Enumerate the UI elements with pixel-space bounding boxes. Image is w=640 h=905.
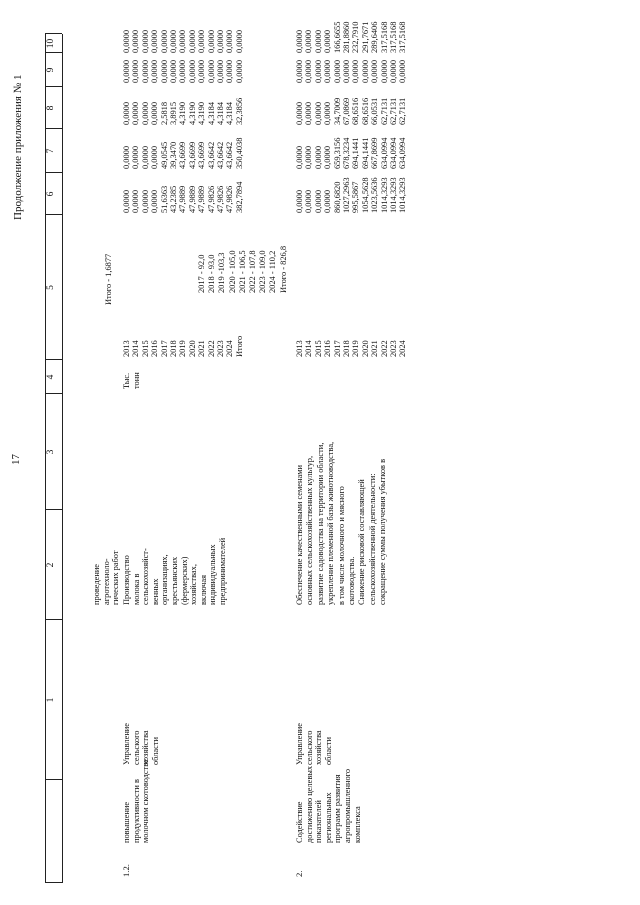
row-2-col6-value: 1014,3293 [389, 177, 398, 213]
header-col-3: 3 [46, 449, 56, 455]
row-2-col10-value: 291,7671 [360, 21, 370, 53]
row-2-col7-value: 678,3234 [342, 137, 351, 169]
row-2-col10-value: 0,0000 [323, 29, 333, 53]
row-1-target-value: 2017 - 92,0 [197, 254, 206, 293]
row-2-col7-value: 634,0994 [389, 137, 398, 169]
row-2-col6-value: 1023,5636 [370, 177, 380, 213]
row-2-year: 2016 [323, 340, 333, 357]
row-1-indicator-line: (фермерских) [179, 556, 189, 605]
row-2-col10-value: 0,0000 [295, 29, 304, 53]
row-2-col8-value: 0,0000 [295, 101, 304, 125]
row-2-col10-value: 317,5168 [389, 21, 398, 53]
row-2-col6-value: 860,6820 [332, 181, 342, 213]
row-2-indicator-line: сельскохозяйственной деятельности: [367, 473, 377, 605]
row-1-task-line: повышение [122, 801, 131, 843]
row-1-target-value: 2022 - 107,8 [248, 250, 257, 293]
row-2-col8-value: 0,0000 [313, 101, 323, 125]
row-2-year: 2024 [398, 340, 408, 357]
row-2-task-line: программ развития [333, 774, 343, 843]
row-2-year: 2023 [389, 340, 398, 357]
row-1-year: 2014 [131, 340, 141, 357]
row-1-col6-value: 47,9889 [197, 185, 207, 213]
row-1-year: 2015 [140, 340, 150, 357]
row-2-col9-value: 0,0000 [351, 59, 361, 83]
row-1-col8-value: 0,0000 [122, 101, 131, 125]
header-col-10: 10 [46, 38, 56, 49]
row-1-year: 2022 [206, 340, 216, 357]
row-1-prev-indicator-line: агротехноло- [101, 558, 111, 605]
row-2-indicator-line: сокращение суммы получения убытков в [378, 458, 388, 605]
row-2-col9-value: 0,0000 [398, 59, 408, 83]
row-2-col10-value: 289,6406 [370, 21, 380, 53]
row-1-year: 2024 [225, 340, 235, 357]
appendix-title: Продолжение приложения № 1 [12, 74, 24, 220]
row-2-col10-value: 232,7910 [351, 21, 361, 53]
row-1-col8-value: 0,0000 [131, 101, 141, 125]
row-2-col8-value: 34,7009 [332, 97, 342, 125]
row-2-year: 2022 [379, 340, 389, 357]
row-1-col9-value: 0,0000 [225, 59, 235, 83]
header-col-1: 1 [46, 697, 56, 703]
row-2-year: 2018 [342, 340, 351, 357]
row-2-col7-value: 694,1441 [360, 137, 370, 169]
row-1-col9-value: 0,0000 [159, 59, 169, 83]
row-2-col9-value: 0,0000 [313, 59, 323, 83]
row-1-year: 2023 [216, 340, 225, 357]
header-col-7: 7 [46, 148, 56, 154]
row-1-col6-value: 47,9889 [178, 185, 188, 213]
row-2-task-line: региональных [323, 792, 333, 843]
row-1-col7-value: 43,6699 [187, 141, 197, 169]
row-1-year: 2021 [197, 340, 207, 357]
row-2-indicator-line: Обеспечение качественными семенами [295, 465, 304, 605]
row-2-col10-value: 0,0000 [304, 29, 314, 53]
row-2-col9-value: 0,0000 [379, 59, 389, 83]
row-1-task-line: продуктивности в [131, 779, 141, 843]
row-2-executor-line: хозяйства [314, 730, 324, 765]
row-2-col9-value: 0,0000 [360, 59, 370, 83]
row-1-col6-value: 43,2385 [169, 185, 178, 213]
row-1-col10-value: 0,0000 [131, 29, 141, 53]
row-1-col6-value: 382,7894 [234, 181, 244, 213]
row-2-col10-value: 166,6655 [332, 21, 342, 53]
row-2-col8-value: 62,7131 [379, 97, 389, 125]
row-2-col8-value: 68,6516 [360, 97, 370, 125]
row-1-col10-value: 0,0000 [216, 29, 225, 53]
row-2-indicator-line: развитие садоводства на территории области, [315, 442, 325, 605]
row-1-col10-value: 0,0000 [150, 29, 160, 53]
row-2-col6-value: 1014,3293 [398, 177, 408, 213]
row-1-col10-value: 0,0000 [234, 29, 244, 53]
row-1-col8-value: 4,3184 [225, 101, 235, 125]
row-2-indicator-line: скотоводства. [347, 556, 356, 605]
row-1-col8-value: 32,3856 [234, 97, 244, 125]
row-1-col6-value: 0,0000 [140, 189, 150, 213]
row-1-col10-value: 0,0000 [197, 29, 207, 53]
row-2-col9-value: 0,0000 [370, 59, 380, 83]
row-2-col7-value: 0,0000 [295, 145, 304, 169]
row-1-col9-value: 0,0000 [187, 59, 197, 83]
row-1-indicator-line: организациях, [160, 554, 170, 605]
row-2-task-line: комплекса [352, 806, 362, 843]
row-1-year: Итого [234, 335, 244, 357]
row-1-year: 2013 [122, 340, 131, 357]
row-1-executor-line: хозяйства [141, 730, 151, 765]
row-1-col6-value: 47,9889 [187, 185, 197, 213]
row-2-task-line: агропромышленного [343, 768, 352, 843]
row-2-year: 2013 [295, 340, 304, 357]
row-1-col7-value: 49,0545 [159, 141, 169, 169]
row-1-target-value: 2023 - 109,0 [258, 250, 268, 293]
row-2-col6-value: 1014,3293 [379, 177, 389, 213]
row-1-col9-value: 0,0000 [150, 59, 160, 83]
row-2-col8-value: 66,0531 [370, 97, 380, 125]
row-2-col10-value: 281,8860 [342, 21, 351, 53]
row-2-year: 2019 [351, 340, 361, 357]
row-2-executor-line: области [323, 737, 333, 765]
row-1-indicator-line: индивидуальных [208, 544, 218, 605]
row-1-col10-value: 0,0000 [122, 29, 131, 53]
row-1-indicator-line: крестьянских [170, 556, 179, 605]
row-1-col7-value: 43,6642 [206, 141, 216, 169]
row-2-year: 2014 [304, 340, 314, 357]
row-1-col6-value: 47,9826 [216, 185, 225, 213]
row-1-col8-value: 2,5818 [159, 101, 169, 125]
header-col-6: 6 [46, 191, 56, 197]
row-2-col10-value: 317,5168 [379, 21, 389, 53]
row-1-col9-value: 0,0000 [206, 59, 216, 83]
row-2-indicator-line: основных сельскохозяйственных культур, [305, 455, 315, 605]
row-2-col6-value: 0,0000 [304, 189, 314, 213]
row-2-number: 2. [294, 870, 304, 877]
row-2-col8-value: 0,0000 [304, 101, 314, 125]
row-2-col9-value: 0,0000 [323, 59, 333, 83]
row-2-task-line: Содействие [295, 801, 304, 843]
row-2-indicator-line: Снижение рисковой составляющей [357, 479, 367, 605]
header-col-2: 2 [46, 562, 56, 568]
row-2-col8-value: 62,7131 [398, 97, 408, 125]
row-1-col6-value: 0,0000 [131, 189, 141, 213]
row-2-task-line: показателей [314, 800, 324, 843]
table-left-border [45, 882, 62, 883]
row-1-col8-value: 4,3184 [206, 101, 216, 125]
row-1-col10-value: 0,0000 [206, 29, 216, 53]
row-2-year: 2017 [332, 340, 342, 357]
row-1-col9-value: 0,0000 [140, 59, 150, 83]
row-2-col6-value: 0,0000 [323, 189, 333, 213]
row-1-col8-value: 4,3190 [197, 101, 207, 125]
row-1-col6-value: 47,9826 [206, 185, 216, 213]
row-1-year: 2017 [159, 340, 169, 357]
row-2-year: 2021 [370, 340, 380, 357]
row-1-indicator-line: Производство [122, 555, 131, 605]
row-1-col10-value: 0,0000 [187, 29, 197, 53]
row-1-target-value: 2021 - 106,5 [237, 250, 247, 293]
row-1-col7-value: 350,4038 [234, 137, 244, 169]
row-1-col8-value: 4,3190 [178, 101, 188, 125]
row-1-col9-value: 0,0000 [169, 59, 178, 83]
row-1-col10-value: 0,0000 [169, 29, 178, 53]
row-1-col9-value: 0,0000 [234, 59, 244, 83]
row-1-col7-value: 43,6699 [197, 141, 207, 169]
row-1-prev-indicator-line: гических работ [111, 550, 121, 605]
row-1-year: 2020 [187, 340, 197, 357]
row-2-task-line: достижению целевых [304, 765, 314, 843]
row-2-col6-value: 995,5867 [351, 181, 361, 213]
row-2-executor-line: Управление [295, 722, 304, 765]
row-1-indicator-line: предпринимателей [218, 537, 227, 605]
row-2-col7-value: 0,0000 [323, 145, 333, 169]
header-col-8: 8 [46, 105, 56, 111]
row-1-indicator-line: хозяйствах, [189, 564, 199, 605]
page-number: 17 [10, 454, 22, 465]
row-1-target-value: 2020 - 105,0 [227, 250, 237, 293]
row-1-executor-line: сельского [131, 730, 141, 765]
header-col-4: 4 [46, 374, 56, 380]
row-2-year: 2020 [360, 340, 370, 357]
row-1-col10-value: 0,0000 [225, 29, 235, 53]
row-2-year: 2015 [313, 340, 323, 357]
row-1-col7-value: 0,0000 [150, 145, 160, 169]
row-1-col9-value: 0,0000 [122, 59, 131, 83]
row-1-col9-value: 0,0000 [131, 59, 141, 83]
row-1-col9-value: 0,0000 [197, 59, 207, 83]
row-1-target-value: 2018 - 93,0 [207, 254, 217, 293]
row-1-col10-value: 0,0000 [178, 29, 188, 53]
header-col-9: 9 [46, 67, 56, 73]
row-2-col7-value: 694,1441 [351, 137, 361, 169]
row-1-indicator-line: включая [198, 575, 208, 605]
row-2-col6-value: 0,0000 [295, 189, 304, 213]
row-2-col7-value: 0,0000 [304, 145, 314, 169]
row-1-col6-value: 47,9826 [225, 185, 235, 213]
row-2-col10-value: 0,0000 [313, 29, 323, 53]
row-1-year: 2019 [178, 340, 188, 357]
row-1-indicator-line: венных [150, 578, 160, 605]
row-1-indicator-line: молока в [131, 573, 141, 605]
row-2-col7-value: 0,0000 [313, 145, 323, 169]
row-1-col7-value: 0,0000 [122, 145, 131, 169]
row-1-col10-value: 0,0000 [159, 29, 169, 53]
row-1-col8-value: 4,3184 [216, 101, 225, 125]
row-1-col7-value: 43,6699 [178, 141, 188, 169]
row-1-number: 1.2. [121, 864, 131, 877]
row-1-year: 2018 [169, 340, 178, 357]
row-1-col9-value: 0,0000 [178, 59, 188, 83]
table-top-border [45, 34, 46, 883]
row-1-col7-value: 43,6642 [216, 141, 225, 169]
row-1-prev-indicator-line: проведение [92, 563, 101, 605]
row-2-col7-value: 634,0994 [398, 137, 408, 169]
row-2-col9-value: 0,0000 [304, 59, 314, 83]
row-1-indicator-line: сельскохозяйст- [141, 548, 151, 605]
row-2-col7-value: 667,8699 [370, 137, 380, 169]
row-1-col8-value: 3,8915 [169, 101, 178, 125]
row-2-col9-value: 0,0000 [342, 59, 351, 83]
row-1-col7-value: 43,6642 [225, 141, 235, 169]
row-1-col6-value: 0,0000 [150, 189, 160, 213]
row-2-col9-value: 0,0000 [332, 59, 342, 83]
header-bottom-border [62, 34, 63, 883]
row-1-previous-total: Итого - 1,6877 [104, 253, 113, 305]
row-1-col10-value: 0,0000 [140, 29, 150, 53]
row-2-col10-value: 317,5168 [398, 21, 408, 53]
row-2-col9-value: 0,0000 [389, 59, 398, 83]
row-1-col7-value: 0,0000 [140, 145, 150, 169]
row-2-col8-value: 68,6516 [351, 97, 361, 125]
header-col-5: 5 [46, 285, 56, 290]
row-1-col6-value: 0,0000 [122, 189, 131, 213]
row-2-col9-value: 0,0000 [295, 59, 304, 83]
row-1-unit-line: тонн [131, 372, 141, 389]
row-1-col7-value: 39,3470 [169, 141, 178, 169]
row-1-year: 2016 [150, 340, 160, 357]
row-2-col6-value: 1054,5628 [360, 177, 370, 213]
row-2-col6-value: 1027,2963 [342, 177, 351, 213]
row-1-col8-value: 0,0000 [140, 101, 150, 125]
row-1-col8-value: 0,0000 [150, 101, 160, 125]
row-2-col6-value: 0,0000 [313, 189, 323, 213]
row-2-col7-value: 634,0994 [379, 137, 389, 169]
row-1-target-value: Итого - 826,8 [278, 245, 288, 293]
row-2-col8-value: 62,7131 [389, 97, 398, 125]
row-2-col8-value: 67,0869 [342, 97, 351, 125]
row-1-target-value: 2024 - 110,2 [268, 250, 278, 293]
row-2-col8-value: 0,0000 [323, 101, 333, 125]
row-1-col7-value: 0,0000 [131, 145, 141, 169]
row-2-indicator-line: укрепление племенной базы животноводства, [326, 441, 336, 605]
row-1-executor-line: области [150, 737, 160, 765]
row-1-executor-line: Управление [122, 722, 131, 765]
row-1-col6-value: 51,6363 [159, 185, 169, 213]
row-2-indicator-line: в том числе молочного и мясного [336, 486, 346, 605]
row-1-col9-value: 0,0000 [216, 59, 225, 83]
row-1-unit-line: Тыс. [122, 372, 131, 389]
row-1-target-value: 2019 -103,3 [217, 252, 227, 293]
row-2-executor-line: сельского [304, 730, 314, 765]
row-2-col7-value: 659,3156 [332, 137, 342, 169]
row-1-col8-value: 4,3190 [187, 101, 197, 125]
row-1-task-line: молочном скотоводстве [141, 759, 151, 843]
